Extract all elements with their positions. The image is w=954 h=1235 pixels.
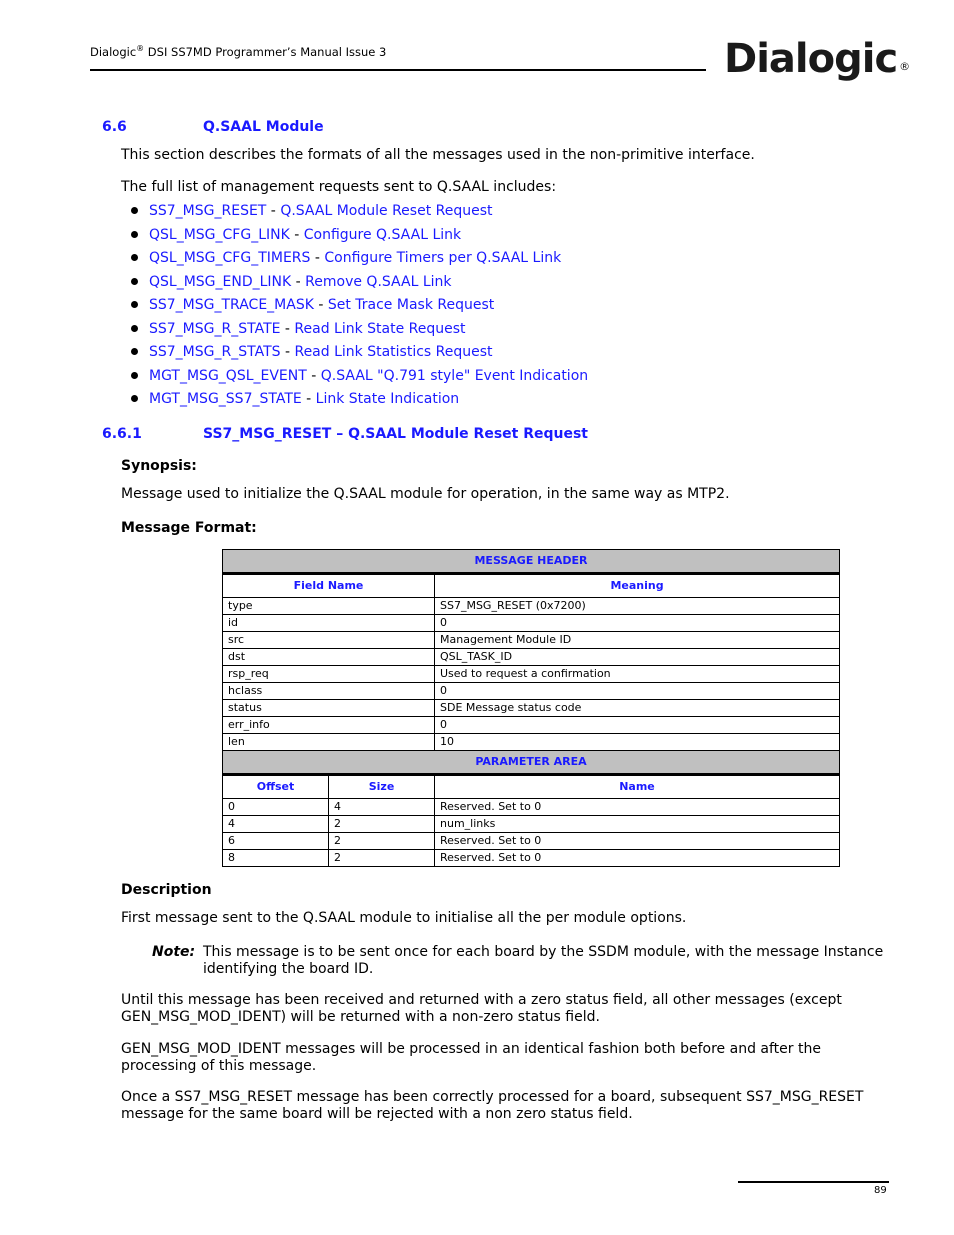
request-name-link[interactable]: QSL_MSG_CFG_LINK <box>149 226 290 243</box>
request-list-item <box>131 390 588 414</box>
request-description-link[interactable]: Read Link Statistics Request <box>294 344 493 360</box>
synopsis-text: Message used to initialize the Q.SAAL module for operation, in the same way as MTP2. <box>121 486 730 502</box>
running-header <box>90 44 386 59</box>
meaning-cell: Used to request a confirmation <box>435 666 840 683</box>
request-separator: - <box>280 320 295 337</box>
footer-rule <box>738 1181 889 1183</box>
field-name-cell: hclass <box>223 683 435 700</box>
column-header-name: Name <box>435 775 840 799</box>
paragraph-line: message for the same board will be rejected with a non zero status field. <box>121 1106 633 1122</box>
header-title: DSI SS7MD Programmer’s Manual Issue 3 <box>144 44 387 59</box>
offset-cell: 6 <box>223 833 329 850</box>
table-row <box>223 850 840 867</box>
offset-cell: 0 <box>223 799 329 816</box>
table-band-row <box>223 751 840 775</box>
request-separator: - <box>291 273 306 290</box>
bullet-icon <box>131 207 138 214</box>
meaning-cell: 0 <box>435 717 840 734</box>
table-row <box>223 598 840 615</box>
request-description-link[interactable]: Link State Indication <box>315 391 460 407</box>
intro-paragraph-2: The full list of management requests sent to Q.SAAL includes: <box>121 179 557 195</box>
request-name-link[interactable]: SS7_MSG_TRACE_MASK <box>149 297 314 313</box>
paragraph-line: GEN_MSG_MOD_IDENT messages will be processed in an identical fashion both before and after the <box>121 1041 821 1057</box>
request-separator: - <box>280 344 295 360</box>
table-row <box>223 717 840 734</box>
parameter-area-band: PARAMETER AREA <box>223 751 840 775</box>
bullet-icon <box>131 325 138 332</box>
table-row <box>223 615 840 632</box>
bullet-icon <box>131 254 138 261</box>
request-description-link[interactable]: Configure Timers per Q.SAAL Link <box>324 250 562 266</box>
bullet-icon <box>131 278 138 285</box>
table-band-row <box>223 550 840 574</box>
column-header-meaning: Meaning <box>435 574 840 598</box>
message-header-band: MESSAGE HEADER <box>223 550 840 574</box>
request-name-link[interactable]: QSL_MSG_CFG_TIMERS <box>149 250 311 266</box>
section-heading <box>102 119 502 137</box>
table-row <box>223 833 840 850</box>
bullet-icon <box>131 372 138 379</box>
note-line: This message is to be sent once for each board by the SSDM module, with the message Instance <box>203 944 884 960</box>
subsection-number: 6.6.1 <box>102 426 142 442</box>
bullet-icon <box>131 231 138 238</box>
logo-text: Dialogic <box>724 36 898 82</box>
field-name-cell: err_info <box>223 717 435 734</box>
request-list-item <box>131 343 588 367</box>
header-rule <box>90 69 706 71</box>
synopsis-label: Synopsis: <box>121 458 197 474</box>
table-row <box>223 666 840 683</box>
request-name-link[interactable]: SS7_MSG_R_STATS <box>149 344 281 360</box>
request-description-link[interactable]: Set Trace Mask Request <box>327 297 495 313</box>
name-cell: Reserved. Set to 0 <box>435 799 840 816</box>
message-format-label: Message Format: <box>121 520 257 536</box>
table-row <box>223 683 840 700</box>
request-list-item <box>131 367 588 391</box>
request-separator: - <box>301 391 316 407</box>
note-label: Note: <box>152 944 196 960</box>
request-name-link[interactable]: QSL_MSG_END_LINK <box>149 273 292 290</box>
request-description-link[interactable]: Q.SAAL "Q.791 style" Event Indication <box>320 367 589 384</box>
field-name-cell: len <box>223 734 435 751</box>
table-row <box>223 816 840 833</box>
paragraph-line: Until this message has been received and returned with a zero status field, all other messages (except <box>121 992 842 1008</box>
offset-cell: 4 <box>223 816 329 833</box>
meaning-cell: QSL_TASK_ID <box>435 649 840 666</box>
request-list-item <box>131 296 588 320</box>
field-name-cell: src <box>223 632 435 649</box>
field-name-cell: status <box>223 700 435 717</box>
note-text <box>203 944 883 978</box>
header-brand: Dialogic <box>90 44 137 59</box>
bullet-icon <box>131 395 138 402</box>
meaning-cell: 0 <box>435 615 840 632</box>
request-name-link[interactable]: MGT_MSG_QSL_EVENT <box>149 367 307 384</box>
field-name-cell: type <box>223 598 435 615</box>
section-title: Q.SAAL Module <box>203 119 324 135</box>
meaning-cell: Management Module ID <box>435 632 840 649</box>
request-list-item <box>131 320 588 344</box>
name-cell: num_links <box>435 816 840 833</box>
request-separator: - <box>306 367 321 384</box>
size-cell: 2 <box>329 833 435 850</box>
description-paragraph-1: First message sent to the Q.SAAL module to initialise all the per module options. <box>121 910 687 926</box>
size-cell: 2 <box>329 816 435 833</box>
table-row <box>223 649 840 666</box>
subsection-heading <box>102 426 702 444</box>
dialogic-logo <box>724 36 909 82</box>
note-line: identifying the board ID. <box>203 961 374 977</box>
offset-cell: 8 <box>223 850 329 867</box>
table-row <box>223 734 840 751</box>
field-name-cell: dst <box>223 649 435 666</box>
description-paragraph-4 <box>121 1089 863 1123</box>
request-description-link[interactable]: Read Link State Request <box>294 320 466 337</box>
request-name-link[interactable]: SS7_MSG_RESET <box>149 203 267 219</box>
request-name-link[interactable]: MGT_MSG_SS7_STATE <box>149 391 302 407</box>
table-row <box>223 632 840 649</box>
section-number: 6.6 <box>102 119 127 135</box>
name-cell: Reserved. Set to 0 <box>435 833 840 850</box>
request-separator: - <box>266 203 281 219</box>
field-name-cell: id <box>223 615 435 632</box>
table-column-header-row <box>223 574 840 598</box>
request-description-link[interactable]: Configure Q.SAAL Link <box>303 226 462 243</box>
request-list-item <box>131 226 588 250</box>
request-list-item <box>131 273 588 297</box>
request-name-link[interactable]: SS7_MSG_R_STATE <box>149 320 281 337</box>
request-separator: - <box>289 226 304 243</box>
paragraph-line: Once a SS7_MSG_RESET message has been correctly processed for a board, subsequent SS7_MSG_RESET <box>121 1089 864 1105</box>
request-separator: - <box>310 250 325 266</box>
bullet-icon <box>131 348 138 355</box>
table-row <box>223 799 840 816</box>
name-cell: Reserved. Set to 0 <box>435 850 840 867</box>
meaning-cell: SS7_MSG_RESET (0x7200) <box>435 598 840 615</box>
column-header-offset: Offset <box>223 775 329 799</box>
request-list <box>131 202 588 414</box>
description-paragraph-2 <box>121 992 842 1026</box>
table-column-header-row <box>223 775 840 799</box>
meaning-cell: SDE Message status code <box>435 700 840 717</box>
page-number: 89 <box>874 1185 887 1196</box>
request-list-item <box>131 202 588 226</box>
request-list-item <box>131 249 588 273</box>
request-description-link[interactable]: Q.SAAL Module Reset Request <box>280 203 493 219</box>
description-paragraph-3 <box>121 1041 821 1075</box>
description-label: Description <box>121 882 212 898</box>
registered-mark: ® <box>136 44 145 53</box>
request-separator: - <box>313 297 328 313</box>
size-cell: 4 <box>329 799 435 816</box>
bullet-icon <box>131 301 138 308</box>
field-name-cell: rsp_req <box>223 666 435 683</box>
paragraph-line: processing of this message. <box>121 1058 317 1074</box>
message-format-table <box>222 549 840 867</box>
request-description-link[interactable]: Remove Q.SAAL Link <box>305 273 452 290</box>
paragraph-line: GEN_MSG_MOD_IDENT) will be returned with a non-zero status field. <box>121 1009 600 1025</box>
size-cell: 2 <box>329 850 435 867</box>
intro-paragraph-1: This section describes the formats of all the messages used in the non-primitive interface. <box>121 147 755 163</box>
subsection-title: SS7_MSG_RESET – Q.SAAL Module Reset Request <box>203 426 588 442</box>
table-row <box>223 700 840 717</box>
column-header-size: Size <box>329 775 435 799</box>
meaning-cell: 10 <box>435 734 840 751</box>
logo-registered-mark: ® <box>899 60 910 73</box>
meaning-cell: 0 <box>435 683 840 700</box>
column-header-field-name: Field Name <box>223 574 435 598</box>
